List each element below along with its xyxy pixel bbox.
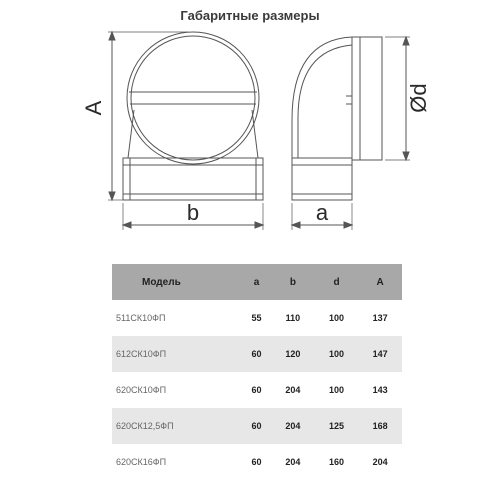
specs-table [112, 264, 402, 480]
header-a: a [253, 276, 260, 288]
cell-big-a: 168 [372, 421, 388, 431]
header-d: d [333, 276, 340, 288]
label-depth-a: a [315, 200, 329, 225]
cell-model: 620СК10ФП [116, 385, 167, 395]
cell-d: 125 [329, 421, 345, 431]
cell-big-a: 137 [372, 313, 388, 323]
header-big-a: A [376, 276, 384, 288]
cell-a: 60 [251, 385, 262, 395]
dimension-a-height [108, 32, 188, 200]
table-header-row [112, 264, 402, 300]
cell-model: 612СК10ФП [116, 349, 167, 359]
side-view [292, 37, 382, 200]
front-view [123, 32, 263, 200]
label-height-a: A [81, 100, 106, 116]
cell-a: 60 [251, 421, 262, 431]
cell-model: 620СК12,5ФП [116, 421, 174, 431]
table-row [112, 300, 402, 336]
cell-b: 204 [285, 421, 301, 431]
cell-model: 620СК16ФП [116, 457, 167, 467]
table-row [112, 408, 402, 444]
table-row [112, 444, 402, 480]
header-model: Модель [142, 276, 181, 288]
cell-a: 60 [251, 349, 262, 359]
label-diameter-d: Ød [406, 83, 431, 113]
label-width-b: b [186, 200, 200, 225]
page-title: Габаритные размеры [180, 8, 320, 23]
cell-big-a: 147 [372, 349, 388, 359]
cell-big-a: 143 [372, 385, 388, 395]
cell-a: 60 [251, 457, 262, 467]
cell-b: 204 [285, 457, 301, 467]
cell-a: 55 [251, 313, 262, 323]
cell-b: 204 [285, 385, 301, 395]
cell-d: 100 [329, 349, 345, 359]
table-row [112, 372, 402, 408]
header-b: b [289, 276, 296, 288]
table-row [112, 336, 402, 372]
cell-big-a: 204 [372, 457, 388, 467]
cell-d: 100 [329, 313, 345, 323]
cell-d: 160 [329, 457, 345, 467]
cell-model: 511СК10ФП [116, 313, 166, 323]
cell-b: 110 [285, 313, 301, 323]
cell-b: 120 [285, 349, 301, 359]
cell-d: 100 [329, 385, 345, 395]
